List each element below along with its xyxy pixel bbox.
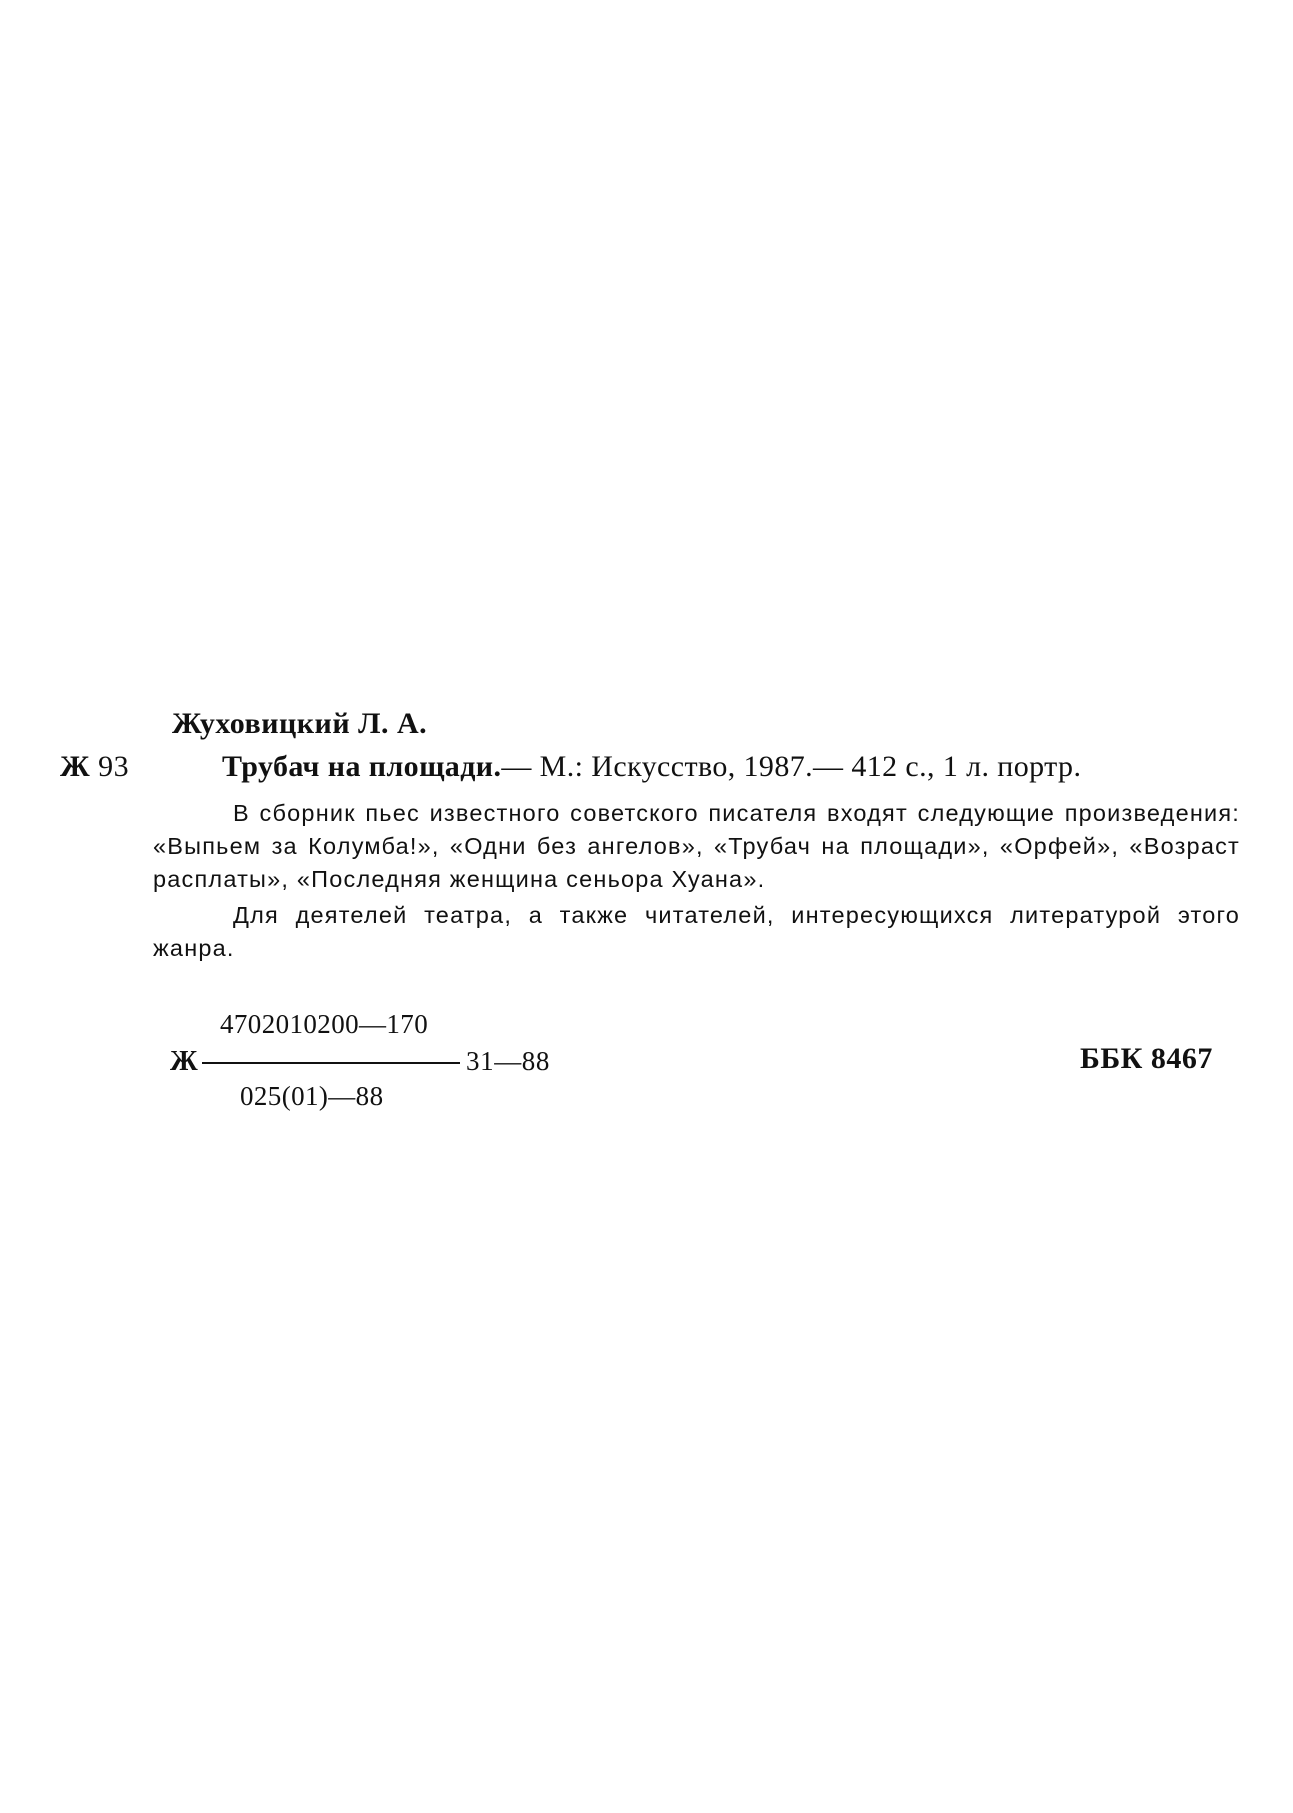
book-title: Трубач на площади. <box>222 750 502 783</box>
classification-suffix: 31—88 <box>466 1046 550 1076</box>
classification-denominator: 025(01)—88 <box>240 1081 384 1111</box>
catalog-index-number: 93 <box>98 750 130 783</box>
title-line <box>222 750 1081 784</box>
catalog-index-letter: Ж <box>60 750 91 783</box>
annotation-paragraph: Для деятелей театра, а также читателей, интересующихся литературой этого жанра. <box>153 902 1240 961</box>
bbk-code: ББК 8467 <box>1080 1042 1213 1075</box>
fraction-rule <box>202 1062 460 1064</box>
annotation <box>153 797 1240 965</box>
catalog-index <box>60 750 129 784</box>
annotation-paragraph: В сборник пьес известного советского писателя входят следующие произведения: «Выпьем за Колумба!», «Одни без ангелов», «Трубач на площади», «Орфей», «Возраст расплаты», «Последняя женщина сеньора Хуана». <box>153 800 1240 892</box>
imprint: — М.: Искусство, 1987.— 412 с., 1 л. портр. <box>501 750 1082 783</box>
author-name: Жуховицкий Л. А. <box>172 707 428 740</box>
classification-letter: Ж <box>170 1046 198 1077</box>
classification-numerator: 4702010200—170 <box>220 1009 429 1039</box>
